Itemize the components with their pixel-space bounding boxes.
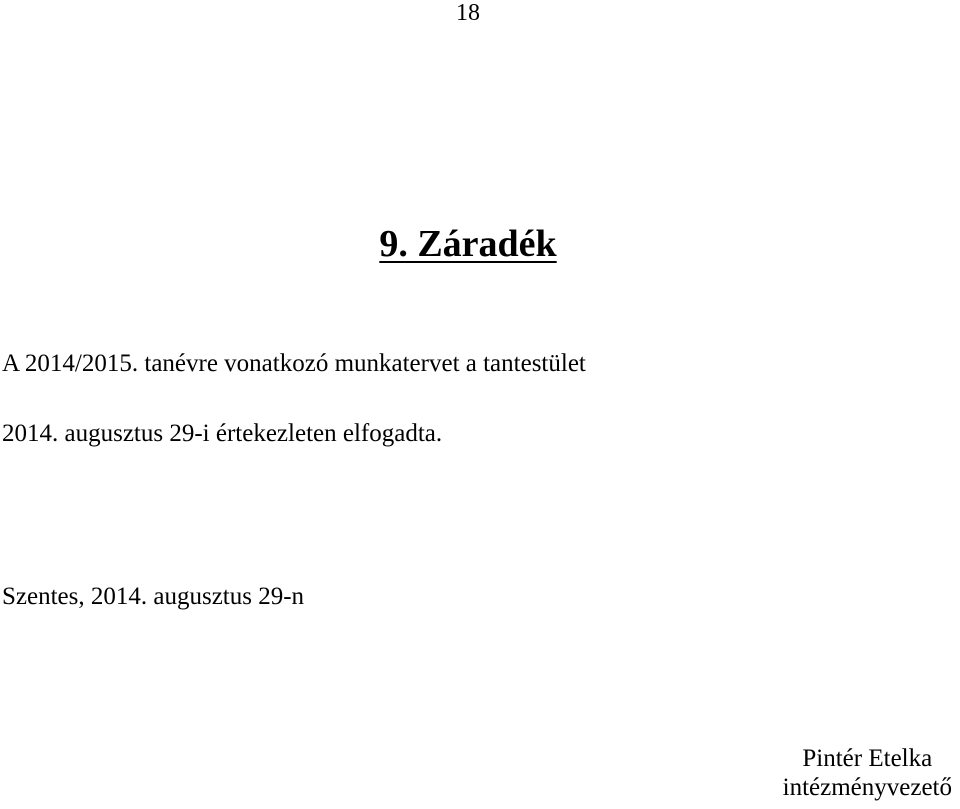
page-number: 18 — [456, 0, 480, 26]
approval-text-line-2: 2014. augusztus 29-i értekezleten elfogadta. — [2, 420, 443, 447]
signatory-role: intézményvezető — [782, 774, 952, 801]
signatory-name: Pintér Etelka — [802, 745, 933, 772]
approval-text-line-1: A 2014/2015. tanévre vonatkozó munkatervet a tantestület — [2, 350, 586, 377]
signature-block — [783, 744, 952, 802]
place-and-date: Szentes, 2014. augusztus 29-n — [2, 583, 305, 610]
section-title: 9. Záradék — [379, 223, 557, 265]
